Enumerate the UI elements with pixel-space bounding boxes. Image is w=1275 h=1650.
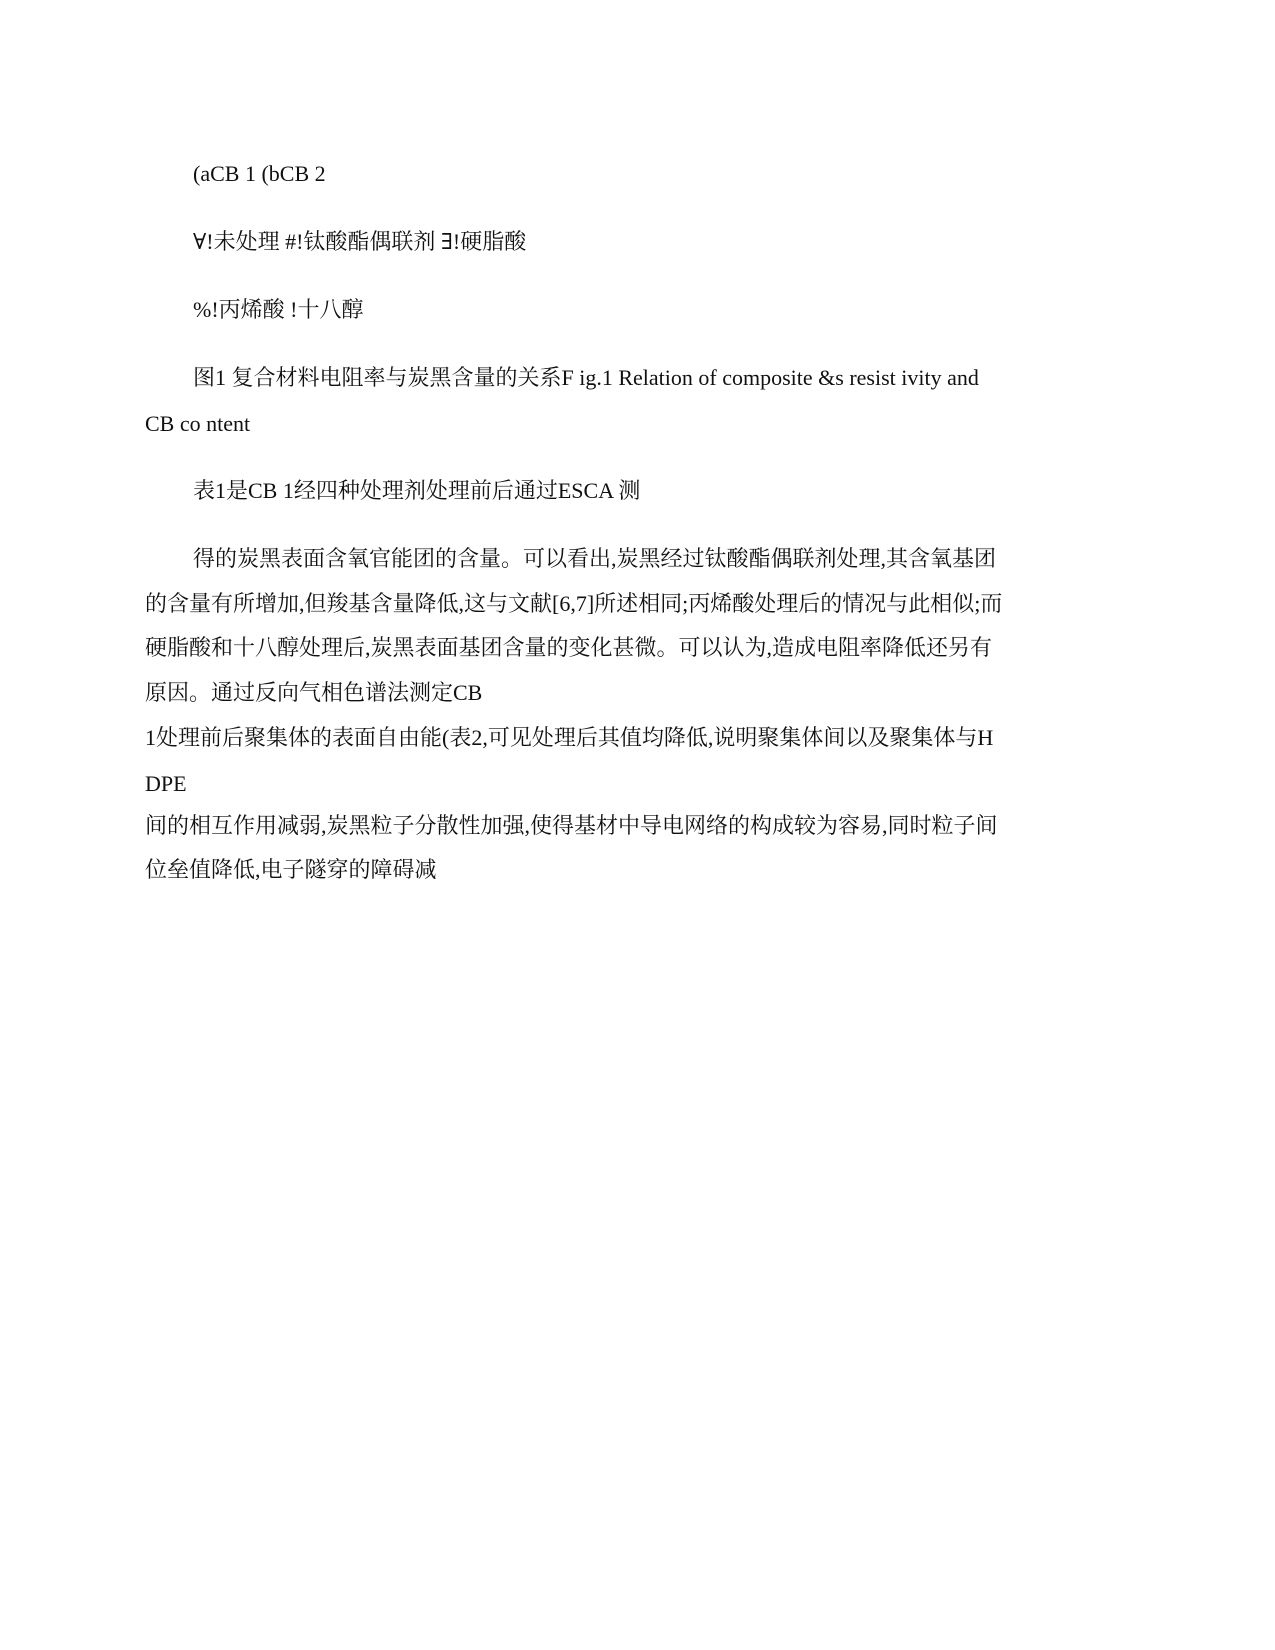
- figure-caption: 图1 复合材料电阻率与炭黑含量的关系F ig.1 Relation of composite &s resist ivity and: [193, 365, 979, 390]
- paragraph-line-2: 得的炭黑表面含氧官能团的含量。可以看出,炭黑经过钛酸酯偶联剂处理,其含氧基团: [193, 546, 997, 571]
- paragraph-line-8: 间的相互作用减弱,炭黑粒子分散性加强,使得基材中导电网络的构成较为容易,同时粒子间: [145, 813, 998, 838]
- figure-legend-line-2: %!丙烯酸 !十八醇: [193, 297, 364, 322]
- figure-panel-labels: (aCB 1 (bCB 2: [193, 161, 326, 186]
- paragraph-line-5: 原因。通过反向气相色谱法测定CB: [145, 680, 483, 705]
- figure-caption-continued: CB co ntent: [145, 411, 251, 436]
- paragraph-line-1: 表1是CB 1经四种处理剂处理前后通过ESCA 测: [193, 478, 641, 503]
- paragraph-line-7: DPE: [145, 771, 187, 796]
- paragraph-line-3: 的含量有所增加,但羧基含量降低,这与文献[6,7]所述相同;丙烯酸处理后的情况与此相似;而: [145, 591, 1003, 616]
- paragraph-line-6: 1处理前后聚集体的表面自由能(表2,可见处理后其值均降低,说明聚集体间以及聚集体与H: [145, 725, 994, 750]
- paragraph-line-4: 硬脂酸和十八醇处理后,炭黑表面基团含量的变化甚微。可以认为,造成电阻率降低还另有: [145, 635, 993, 660]
- paragraph-line-9: 位垒值降低,电子隧穿的障碍减: [145, 857, 437, 882]
- figure-legend-line-1: ∀!未处理 #!钛酸酯偶联剂 ∃!硬脂酸: [193, 229, 527, 254]
